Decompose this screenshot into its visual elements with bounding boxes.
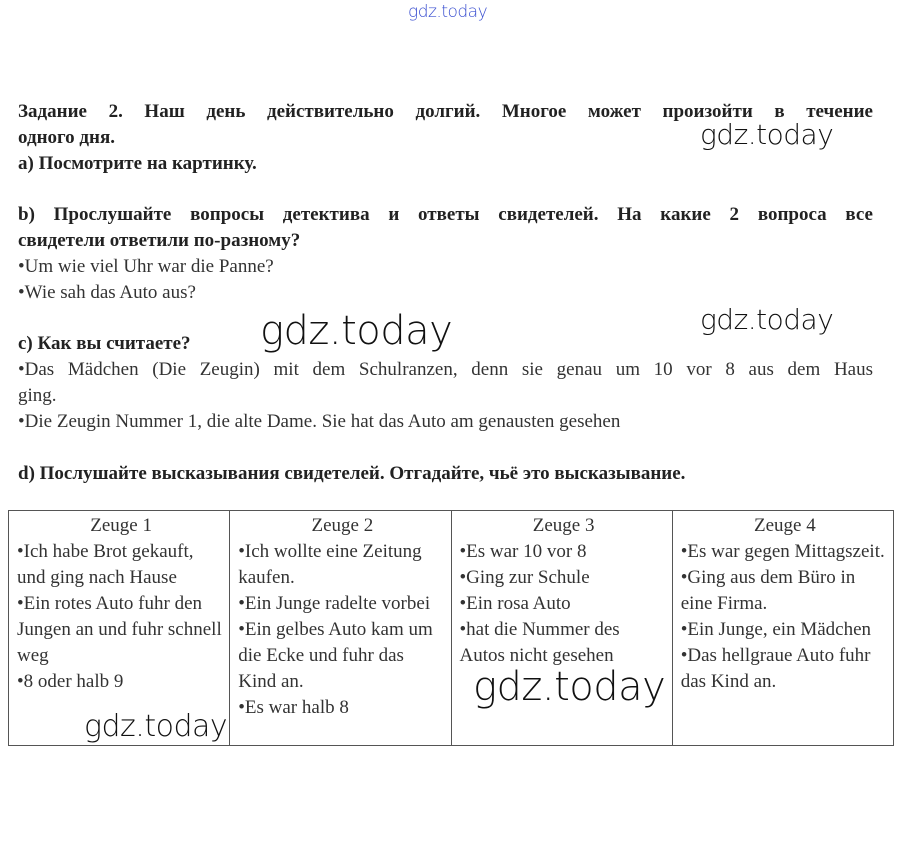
watermark: gdz.today <box>84 709 228 744</box>
watermark: gdz.today <box>260 308 453 354</box>
list-item: •Die Zeugin Nummer 1, die alte Dame. Sie hat das Auto am genausten gesehen <box>18 411 621 432</box>
witness-column-3 <box>451 511 672 746</box>
table-item: •Ich habe Brot gekauft, und ging nach Hause <box>17 541 194 588</box>
table-item: •Das hellgraue Auto fuhr das Kind an. <box>680 645 871 692</box>
table-item: •Ein gelbes Auto kam um die Ecke und fuhr das Kind an. <box>238 619 433 692</box>
table-item: •Ein rotes Auto fuhr den Jungen an und fuhr schnell weg <box>17 593 222 666</box>
column-header: Zeuge 4 <box>754 515 816 536</box>
watermark: gdz.today <box>700 118 834 151</box>
section-b-cont: свидетели ответили по-разному? <box>18 230 301 251</box>
section-b: b) Прослушайте вопросы детектива и ответы свидетелей. На какие 2 вопроса все <box>18 204 873 225</box>
table-item: •Ein Junge, ein Mädchen <box>680 619 872 640</box>
list-item-cont: ging. <box>18 385 57 406</box>
watermark: gdz.today <box>700 303 834 336</box>
table-item: •Ging aus dem Büro in eine Firma. <box>680 567 856 614</box>
table-item: •8 oder halb 9 <box>17 671 124 692</box>
list-item: •Das Mädchen (Die Zeugin) mit dem Schulranzen, denn sie genau um 10 vor 8 aus dem Haus <box>18 359 873 380</box>
witness-column-2 <box>230 511 451 746</box>
table-item: •Ein rosa Auto <box>459 593 571 614</box>
table-item: •Ich wollte eine Zeitung kaufen. <box>238 541 422 588</box>
table-item: •Es war gegen Mittagszeit. <box>680 541 885 562</box>
list-item-text: Die Zeugin Nummer 1, die alte Dame. Sie hat das Auto am genausten gesehen <box>24 411 621 432</box>
column-header: Zeuge 3 <box>532 515 595 536</box>
task-title: Задание 2. Наш день действительно долгий. Многое может произойти в течение <box>18 101 873 122</box>
list-item: •Um wie viel Uhr war die Panne? <box>18 256 274 277</box>
table-item: •Ein Junge radelte vorbei <box>238 593 431 614</box>
list-item-text: Um wie viel Uhr war die Panne? <box>24 256 274 277</box>
column-header: Zeuge 2 <box>311 515 374 536</box>
column-header: Zeuge 1 <box>90 515 152 536</box>
list-item-text: Das Mädchen (Die Zeugin) mit dem Schulranzen, denn sie genau um 10 vor 8 aus dem Haus <box>24 359 873 380</box>
section-a: a) Посмотрите на картинку. <box>18 153 257 174</box>
witness-column-4 <box>672 511 893 746</box>
table-item: •Es war halb 8 <box>238 697 349 718</box>
table-item: •Ging zur Schule <box>459 567 590 588</box>
task-title-cont: одного дня. <box>18 127 116 148</box>
list-item-text: Wie sah das Auto aus? <box>24 282 196 303</box>
watermark-top: gdz.today <box>408 2 488 22</box>
section-c: c) Как вы считаете? <box>18 333 191 354</box>
table-item: •hat die Nummer des Autos nicht gesehen <box>459 619 620 666</box>
table-item: •Es war 10 vor 8 <box>459 541 587 562</box>
list-item: •Wie sah das Auto aus? <box>18 282 196 303</box>
watermark: gdz.today <box>473 664 666 710</box>
section-d: d) Послушайте высказывания свидетелей. Отгадайте, чьё это высказывание. <box>18 463 686 484</box>
